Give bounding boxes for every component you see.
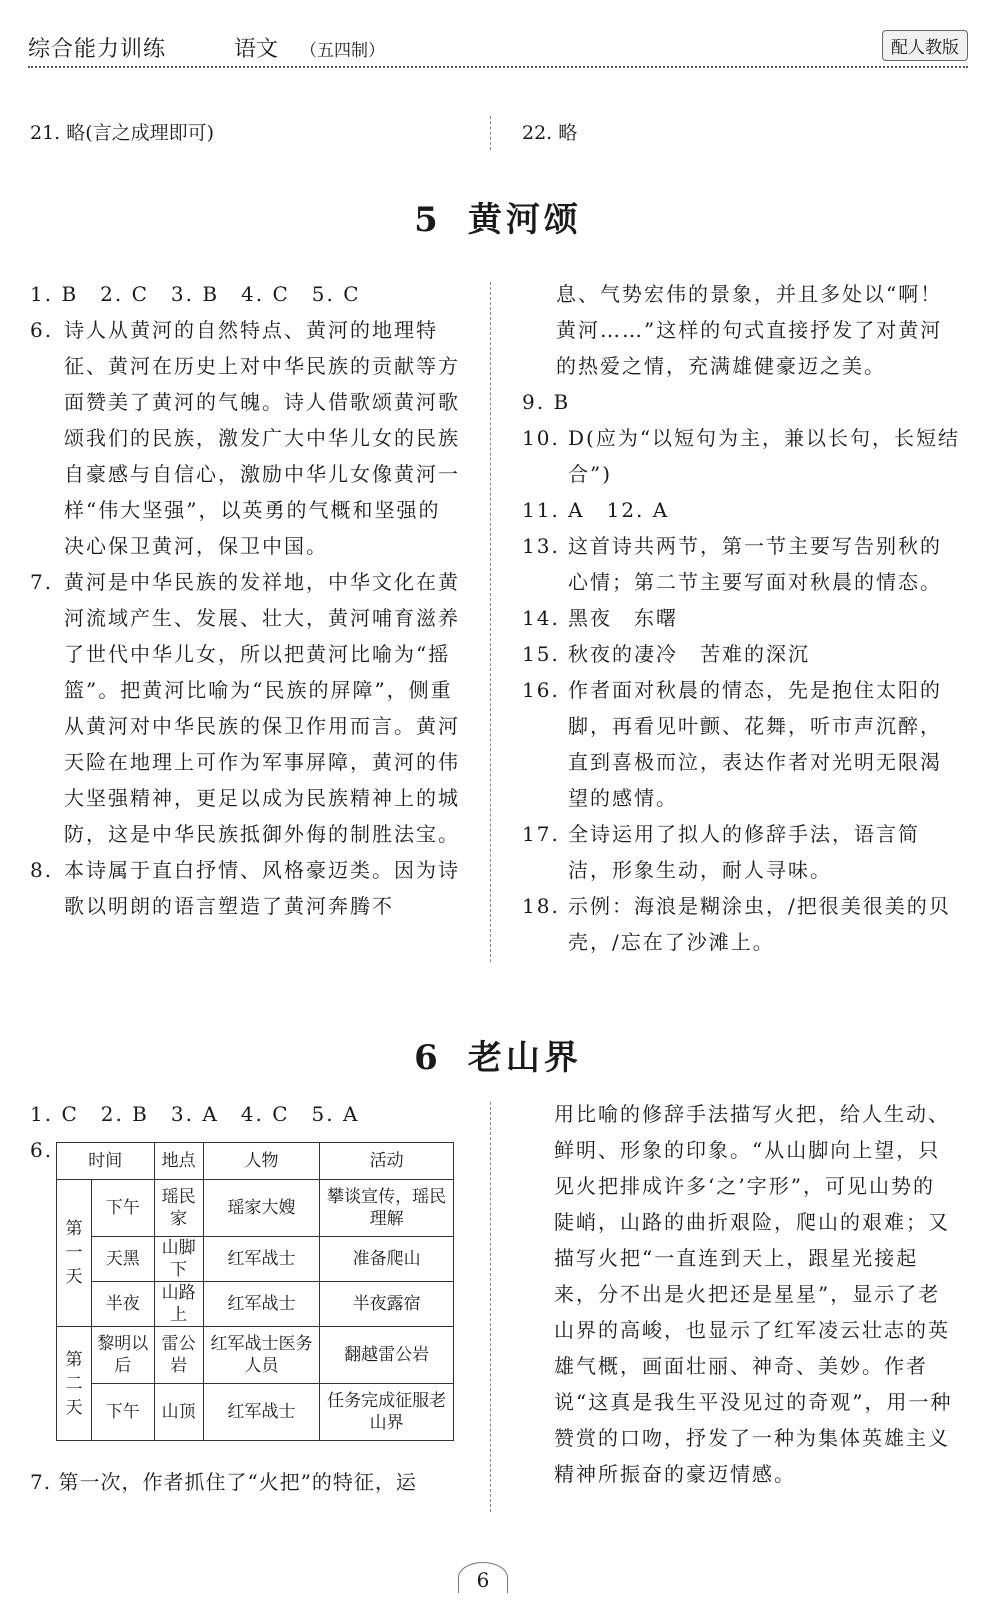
section-6-name: 老山界	[467, 1038, 582, 1078]
answer-21: 21. 略(言之成理即可)	[30, 122, 215, 144]
answer-22: 22. 略	[522, 122, 578, 144]
table-header-activity: 活动	[320, 1143, 454, 1180]
day-label: 第二天	[57, 1327, 92, 1441]
list-item: 8. 本诗属于直白抒情、风格豪迈类。因为诗歌以明朗的语言塑造了黄河奔腾不	[30, 858, 460, 918]
list-item: 6. 诗人从黄河的自然特点、黄河的地理特征、黄河在历史上对中华民族的贡献等方面赞美了黄河的气魄。诗人借歌颂黄河歌颂我们的民族，激发广大中华儿女的民族自豪感与自信心，激励中华儿女像黄河一样“伟大坚强”，以英勇的气概和坚强的决心保卫黄河，保卫中国。	[30, 318, 460, 558]
list-item: 11. A 12. A	[522, 498, 670, 522]
list-item: 14. 黑夜 东曙	[522, 606, 678, 630]
column-divider	[490, 1102, 491, 1512]
section-6-title	[0, 1030, 996, 1079]
table-row: 第一天 下午 瑶民家 瑶家大嫂 攀谈宣传，瑶民理解	[57, 1180, 454, 1237]
table-header-person: 人物	[203, 1143, 320, 1180]
table-row: 第二天 黎明以后 雷公岩 红军战士医务人员 翻越雷公岩	[57, 1327, 454, 1384]
list-item: 15. 秋夜的凄冷 苦难的深沉	[522, 642, 810, 666]
subject-label: 语文	[234, 37, 279, 62]
section-5-right-column	[522, 276, 962, 960]
table-header-place: 地点	[154, 1143, 203, 1180]
book-title: 综合能力训练	[28, 37, 167, 62]
edition-badge: 配人教版	[882, 30, 968, 61]
list-item: 16. 作者面对秋晨的情态，先是抱住太阳的脚，再看见叶颤、花舞，听市声沉醉，直到喜极而泣，表达作者对光明无限渴望的感情。	[522, 678, 942, 810]
list-item: 7. 黄河是中华民族的发祥地，中华文化在黄河流域产生、发展、壮大，黄河哺育滋养了世代中华儿女，所以把黄河比喻为“摇篮”。把黄河比喻为“民族的屏障”，侧重从黄河对中华民族的保卫作用而言。黄河天险在地理上可作为军事屏障，黄河的伟大坚强精神，更足以成为民族精神上的城防，这是中华民族抵御外侮的制胜法宝。	[30, 570, 460, 846]
page-header	[28, 28, 968, 68]
list-item: 1. B 2. C 3. B 4. C 5. C	[30, 282, 361, 306]
day-label: 第一天	[57, 1180, 92, 1327]
list-item: 10. D(应为“以短句为主，兼以长句，长短结合”)	[522, 426, 961, 486]
page-number: 6	[458, 1562, 508, 1593]
section-5-left-column	[30, 276, 462, 924]
section-6-mc-answers: 1. C 2. B 3. A 4. C 5. A	[30, 1102, 360, 1126]
list-item: 9. B	[522, 390, 571, 414]
table-header-time: 时间	[57, 1143, 155, 1180]
table-row: 天黑 山脚下 红军战士 准备爬山	[57, 1237, 454, 1282]
continued-text: 息、气势宏伟的景象，并且多处以“啊！黄河……”这样的句式直接抒发了对黄河的热爱之情，充满雄健豪迈之美。	[556, 282, 943, 378]
section-5-name: 黄河颂	[467, 200, 582, 240]
header-divider	[28, 66, 968, 68]
section-6-number: 6	[414, 1038, 442, 1078]
activity-table	[56, 1142, 454, 1441]
edition-label: （五四制）	[300, 41, 385, 61]
column-divider	[490, 282, 491, 962]
column-divider	[490, 116, 491, 150]
list-item: 17. 全诗运用了拟人的修辞手法，语言简洁，形象生动，耐人寻味。	[522, 822, 920, 882]
question-6-number: 6.	[30, 1138, 54, 1162]
list-item: 18. 示例：海浪是糊涂虫，/把很美很美的贝壳，/忘在了沙滩上。	[522, 894, 951, 954]
question-7-start: 7. 第一次，作者抓住了“火把”的特征，运	[30, 1470, 417, 1494]
table-row: 下午 山顶 红军战士 任务完成征服老山界	[57, 1384, 454, 1441]
section-6-right-column: 用比喻的修辞手法描写火把，给人生动、鲜明、形象的印象。“从山脚向上望，只见火把排成许多‘之’字形”，可见山势的陡峭，山路的曲折艰险，爬山的艰难；又描写火把“一直连到天上，跟星光接起来，分不出是火把还是星星”，显示了老山界的高峻，也显示了红军凌云壮志的英雄气概，画面壮丽、神奇、美妙。作者说“这真是我生平没见过的奇观”，用一种赞赏的口吻，抒发了一种为集体英雄主义精神所振奋的豪迈情感。	[554, 1102, 953, 1486]
section-5-number: 5	[414, 200, 442, 240]
list-item: 13. 这首诗共两节，第一节主要写告别秋的心情；第二节主要写面对秋晨的情态。	[522, 534, 942, 594]
section-5-title	[0, 192, 996, 241]
table-row: 半夜 山路上 红军战士 半夜露宿	[57, 1282, 454, 1327]
